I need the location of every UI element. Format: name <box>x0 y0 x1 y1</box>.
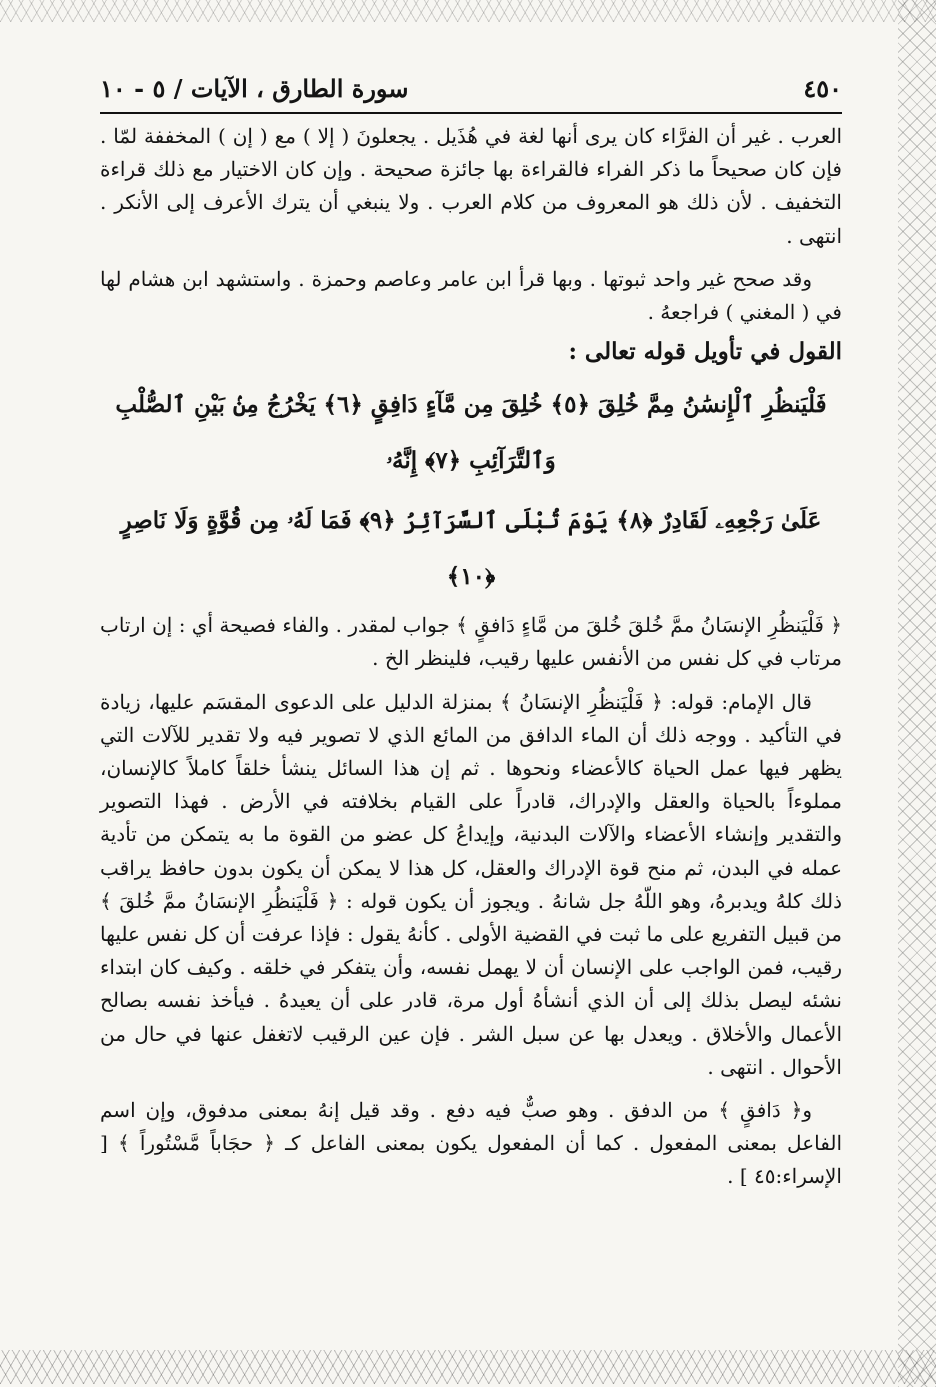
section-heading: القول في تأويل قوله تعالى : <box>568 338 842 366</box>
page-number: ٤٥٠ <box>803 74 842 103</box>
paragraph-4: قال الإمام: قوله: ﴿ فَلْيَنظُرِ الإنسَانُ ﴾ بمنزلة الدليل على الدعوى المقسَم عليها، زيادة في التأكيد . ووجه ذلك أن الماء الدافق من المائع الذي لا تصوير فيه ولا تقدير للآلات التي يظهر فيها عمل الحياة كالأعضاء ونحوها . ثم إن هذا السائل ينشأ خلقاً كاملاً كالإنسان، مملوءاً بالحياة والعقل والإدراك، قادراً على القيام بخلافته في الأرض . فهذا التصوير والتقدير وإنشاء الأعضاء والآلات البدنية، وإيداعُ كل عضو من القوة ما به يتمكن من تأدية عمله في البدن، ثم منح قوة الإدراك والعقل، كل هذا لا يمكن أن يكون بدون حافظ يراقب ذلك كلهُ ويدبرهُ، وهو اللّهُ جل شانهُ . ويجوز أن يكون قوله : ﴿ فَلْيَنظُرِ الإنسَانُ ممَّ خُلقَ ﴾ من قبيل التفريع على ما ثبت في القضية الأولى . كأنهُ يقول : فإذا عرفت أن كل نفس عليها رقيب، فمن الواجب على الإنسان أن لا يهمل نفسه، وأن يتفكر في خلقه . وكيف كان ابتداء نشئه ليصل بذلك إلى أن الذي أنشأهُ أول مرة، قادر على أن يعيدهُ . فيأخذ نفسه بصالح الأعمال والأخلاق . ويعدل بها عن سبل الشر . فإن عين الرقيب لاتغفل عنها في حال من الأحوال . انتهى . <box>100 689 842 1079</box>
decorative-border-top <box>0 0 936 22</box>
quran-verse-line-1: فَلْيَنظُرِ ٱلْإِنسَٰنُ مِمَّ خُلِقَ ﴿٥﴾ خُلِقَ مِن مَّآءٍ دَافِقٍ ﴿٦﴾ يَخْرُجُ مِنۢ بَيْنِ ٱلصُّلْبِ وَٱلتَّرَآئِبِ ﴿٧﴾ إِنَّهُۥ <box>115 391 827 475</box>
paragraph-3: ﴿ فَلْيَنظُرِ الإنسَانُ ممَّ خُلقَ خُلقَ من مَّاءٍ دَافقٍ ﴾ جواب لمقدر . والفاء فصيحة أي : إن ارتاب مرتاب في كل نفس من الأنفس عليها رقيب، فلينظر الخ . <box>100 613 842 671</box>
page-header <box>100 70 842 114</box>
decorative-border-right <box>898 0 936 1387</box>
paragraph-5: و﴿ دَافقٍ ﴾ من الدفق . وهو صبٌّ فيه دفع . وقد قيل إنهُ بمعنى مدفوق، وإن اسم الفاعل بمعنى المفعول . كما أن المفعول يكون بمعنى الفاعل كـ ﴿ حجَاباً مَّسْتُوراً ﴾ [ الإسراء:٤٥ ] . <box>100 1098 842 1189</box>
decorative-border-bottom <box>0 1350 936 1384</box>
page-content <box>100 70 842 1194</box>
paragraph-1: العرب . غير أن الفرَّاء كان يرى أنها لغة في هُذَيل . يجعلونَ ( إلا ) مع ( إن ) المخففة لمّا . فإن كان صحيحاً ما ذكر الفراء فالقراءة بها جائزة صحيحة . وإن كان الاختيار مع ذلك قراءة التخفيف . لأن ذلك هو المعروف من كلام العرب . ولا ينبغي أن يترك الأعرف إلى الأنكر . انتهى . <box>100 124 842 248</box>
surah-title: سورة الطارق ، الآيات / ٥ - ١٠ <box>100 74 409 103</box>
quran-verse-line-2: عَلَىٰ رَجْعِهِۦ لَقَادِرٌ ﴿٨﴾ يَوْمَ تُبْلَى ٱلسَّرَآئِرُ ﴿٩﴾ فَمَا لَهُۥ مِن قُوَّةٍ وَلَا نَاصِرٍ ﴿١٠﴾ <box>120 507 822 591</box>
paragraph-2: وقد صحح غير واحد ثبوتها . وبها قرأ ابن عامر وعاصم وحمزة . واستشهد ابن هشام لها في ( المغني ) فراجعهُ . <box>100 266 842 325</box>
